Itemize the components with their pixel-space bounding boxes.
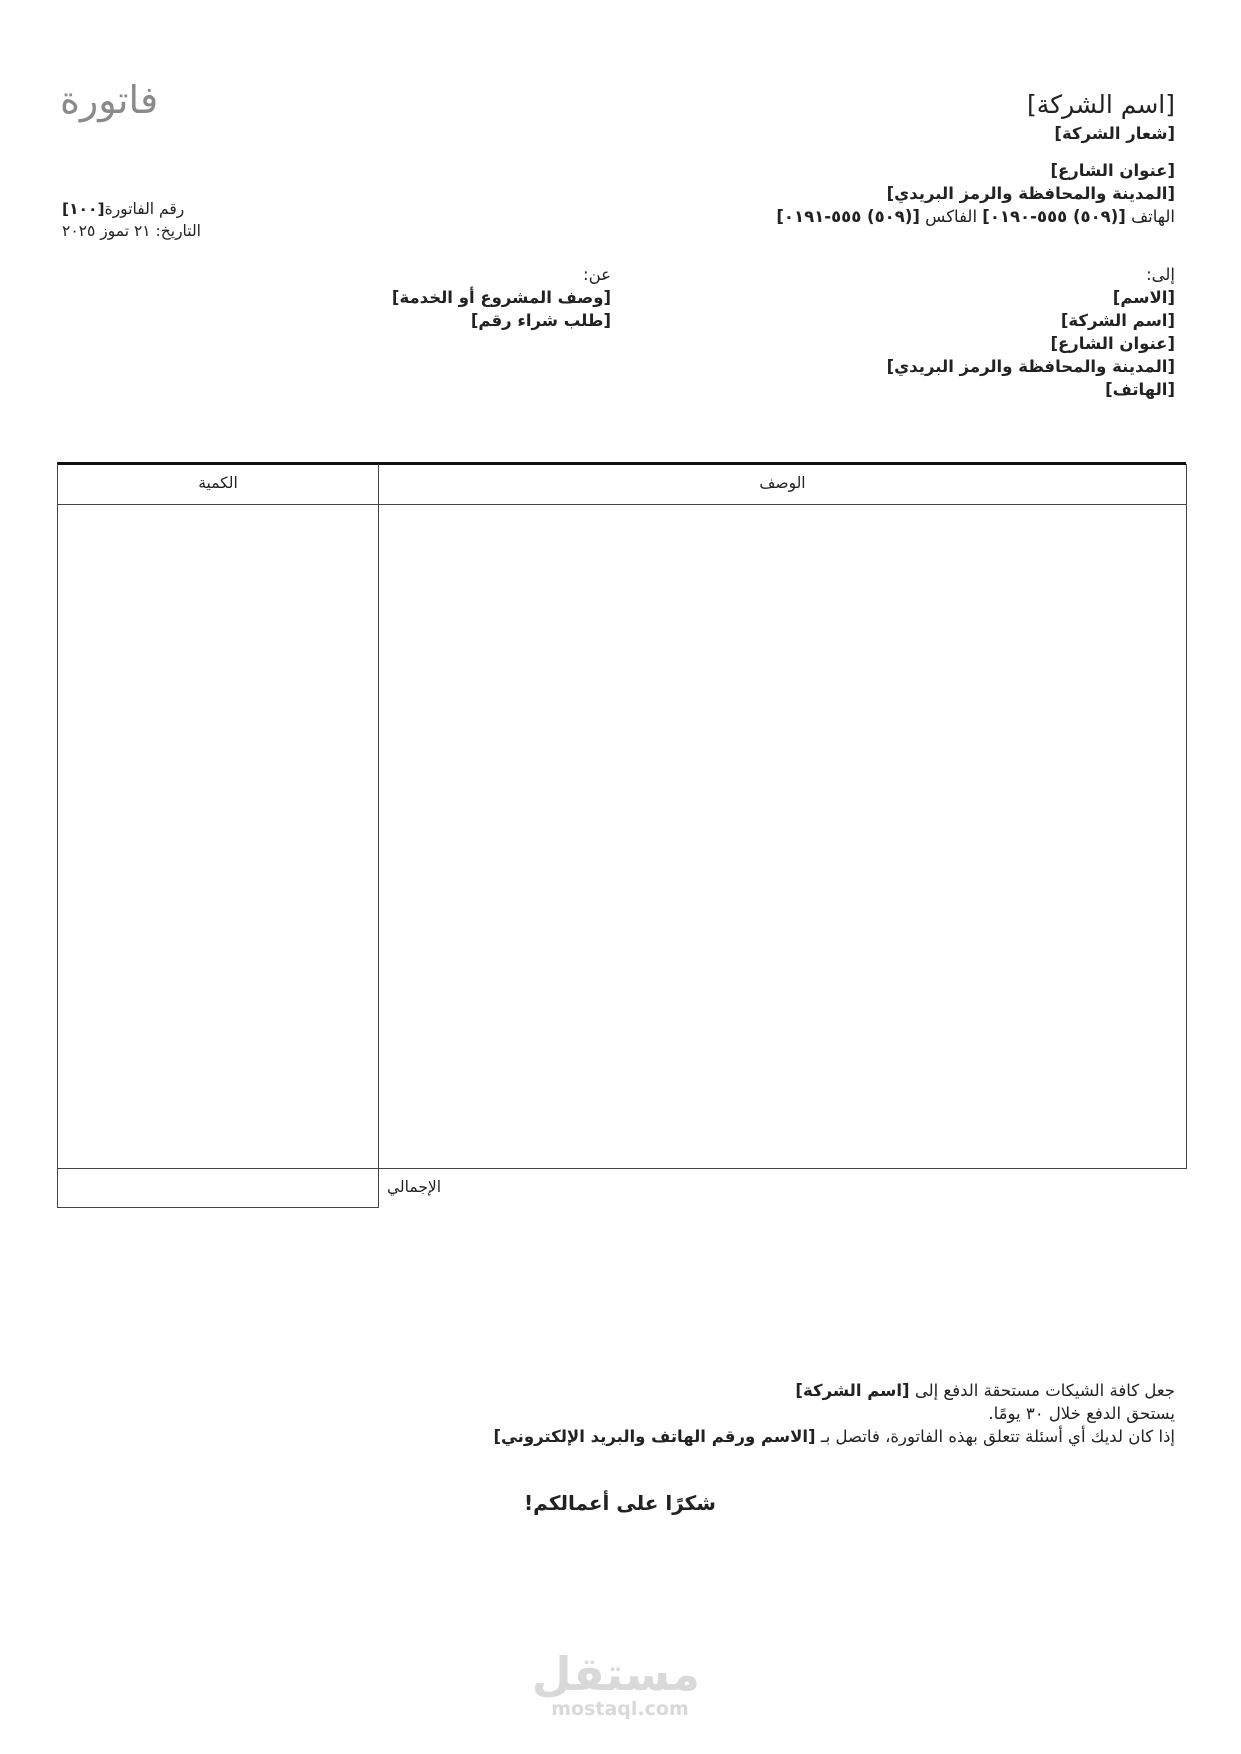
header-rule [58,504,1186,505]
for-block [300,263,611,332]
watermark-arabic: مستقل [531,1647,700,1701]
contact-line: إذا كان لديك أي أسئلة تتعلق بهذه الفاتورة، فاتصل بـ [الاسم ورقم الهاتف والبريد الإلكتروني] [493,1427,1175,1446]
bill-to-street: [عنوان الشارع] [1050,334,1175,353]
bill-to-block [655,263,1175,401]
watermark-url: mostaql.com [551,1698,689,1720]
company-name: [اسم الشركة] [1027,90,1175,119]
items-table [57,464,1187,1169]
company-phone-fax [555,205,1175,228]
payment-notes [295,1379,1175,1448]
column-header-description: الوصف [759,474,806,492]
payment-terms-line: يستحق الدفع خلال ٣٠ يومًا. [988,1404,1175,1423]
for-description: [وصف المشروع أو الخدمة] [391,288,611,307]
bill-to-name: [الاسم] [1112,288,1175,307]
fax-label: الفاكس [925,207,978,226]
invoice-number: رقم الفاتورة[١٠٠] [62,200,185,218]
invoice-meta [62,198,332,242]
payable-to-line: جعل كافة الشيكات مستحقة الدفع إلى [اسم الشركة] [795,1381,1175,1400]
column-header-quantity: الكمية [198,474,238,492]
company-slogan: [شعار الشركة] [1054,124,1175,143]
invoice-date: التاريخ: ٢١ تموز ٢٠٢٥ [62,222,201,240]
phone-value: [(٥٠٩) ٥٥٥-٠١٩٠] [982,207,1126,226]
bill-to-company: [اسم الشركة] [1060,311,1175,330]
for-label: عن: [583,265,611,284]
mostaql-watermark-logo [531,1647,700,1720]
company-city: [المدينة والمحافظة والرمز البريدي] [886,184,1175,203]
total-value-cell [57,1167,379,1208]
column-divider [378,464,379,1167]
company-street: [عنوان الشارع] [1050,161,1175,180]
bill-to-city: [المدينة والمحافظة والرمز البريدي] [886,357,1175,376]
bill-to-phone: [الهاتف] [1105,380,1175,399]
thank-you-message: شكرًا على أعمالكم! [524,1491,716,1515]
phone-label: الهاتف [1131,207,1175,226]
fax-value: [(٥٠٩) ٥٥٥-٠١٩١] [776,207,920,226]
bill-to-label: إلى: [1146,265,1175,284]
total-label: الإجمالي [387,1178,442,1196]
document-title: فاتورة [60,78,159,122]
for-po: [طلب شراء رقم] [470,311,611,330]
company-block [555,88,1175,228]
